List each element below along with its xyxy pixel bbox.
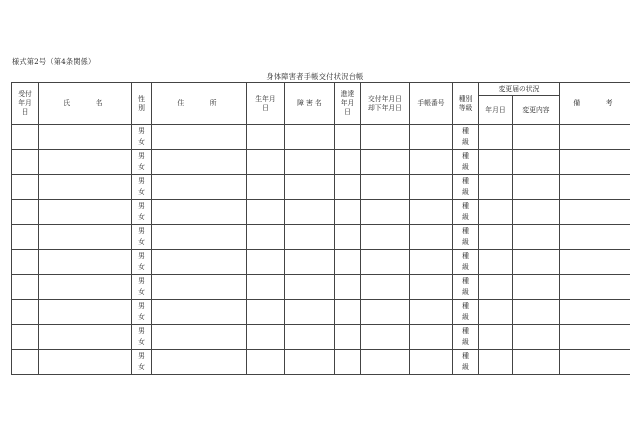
- sex-option-male: 男: [138, 152, 145, 160]
- address-cell[interactable]: [152, 225, 247, 250]
- sex-cell[interactable]: [132, 250, 152, 275]
- change-date-cell[interactable]: [479, 325, 513, 350]
- disability-name-cell[interactable]: [285, 350, 335, 375]
- type-label: 種: [462, 202, 469, 210]
- header-receipt-date: 受付 年月 日: [12, 83, 39, 125]
- change-content-cell[interactable]: [513, 125, 560, 150]
- name-cell[interactable]: [39, 300, 132, 325]
- change-date-cell[interactable]: [479, 275, 513, 300]
- sex-option-female: 女: [138, 238, 145, 246]
- issue-date-cell[interactable]: [361, 325, 410, 350]
- name-cell[interactable]: [39, 200, 132, 225]
- remarks-cell[interactable]: [560, 125, 630, 150]
- change-content-cell[interactable]: [513, 225, 560, 250]
- remarks-cell[interactable]: [560, 275, 630, 300]
- table-row: [12, 225, 630, 250]
- sex-cell[interactable]: [132, 300, 152, 325]
- type-label: 種: [462, 302, 469, 310]
- receipt-date-cell[interactable]: [12, 125, 39, 150]
- change-date-cell[interactable]: [479, 350, 513, 375]
- issue-date-cell[interactable]: [361, 275, 410, 300]
- change-content-cell[interactable]: [513, 175, 560, 200]
- address-cell[interactable]: [152, 150, 247, 175]
- grade-label: 級: [462, 163, 469, 171]
- name-cell[interactable]: [39, 250, 132, 275]
- grade-label: 級: [462, 288, 469, 296]
- sex-cell[interactable]: [132, 200, 152, 225]
- transmit-date-cell[interactable]: [335, 275, 361, 300]
- change-content-cell[interactable]: [513, 300, 560, 325]
- transmit-date-cell[interactable]: [335, 325, 361, 350]
- header-booklet-number: 手帳番号: [410, 83, 453, 125]
- birth-date-cell[interactable]: [247, 350, 285, 375]
- transmit-date-cell[interactable]: [335, 150, 361, 175]
- change-date-cell[interactable]: [479, 125, 513, 150]
- header-change-content: 変更内容: [513, 96, 560, 125]
- birth-date-cell[interactable]: [247, 150, 285, 175]
- address-cell[interactable]: [152, 125, 247, 150]
- address-cell[interactable]: [152, 175, 247, 200]
- birth-date-cell[interactable]: [247, 225, 285, 250]
- receipt-date-cell[interactable]: [12, 225, 39, 250]
- issue-date-cell[interactable]: [361, 250, 410, 275]
- disability-name-cell[interactable]: [285, 275, 335, 300]
- transmit-date-cell[interactable]: [335, 125, 361, 150]
- header-disability-name: 障 害 名: [285, 83, 335, 125]
- type-label: 種: [462, 277, 469, 285]
- receipt-date-cell[interactable]: [12, 275, 39, 300]
- sex-cell[interactable]: [132, 150, 152, 175]
- sex-option-female: 女: [138, 288, 145, 296]
- address-cell[interactable]: [152, 350, 247, 375]
- grade-label: 級: [462, 263, 469, 271]
- remarks-cell[interactable]: [560, 200, 630, 225]
- sex-cell[interactable]: [132, 350, 152, 375]
- receipt-date-cell[interactable]: [12, 200, 39, 225]
- type-grade-cell[interactable]: [453, 225, 479, 250]
- type-label: 種: [462, 352, 469, 360]
- name-cell[interactable]: [39, 225, 132, 250]
- change-content-cell[interactable]: [513, 200, 560, 225]
- disability-name-cell[interactable]: [285, 225, 335, 250]
- booklet-number-cell[interactable]: [410, 125, 453, 150]
- issue-date-cell[interactable]: [361, 150, 410, 175]
- address-cell[interactable]: [152, 300, 247, 325]
- transmit-date-cell[interactable]: [335, 300, 361, 325]
- sex-cell[interactable]: [132, 275, 152, 300]
- header-remarks: 備 考: [560, 83, 630, 125]
- grade-label: 級: [462, 238, 469, 246]
- issue-date-cell[interactable]: [361, 300, 410, 325]
- type-label: 種: [462, 227, 469, 235]
- sex-option-female: 女: [138, 338, 145, 346]
- sex-option-male: 男: [138, 277, 145, 285]
- type-grade-cell[interactable]: [453, 200, 479, 225]
- change-content-cell[interactable]: [513, 325, 560, 350]
- transmit-date-cell[interactable]: [335, 225, 361, 250]
- receipt-date-cell[interactable]: [12, 350, 39, 375]
- type-label: 種: [462, 327, 469, 335]
- address-cell[interactable]: [152, 250, 247, 275]
- grade-label: 級: [462, 138, 469, 146]
- header-sex: 性 別: [132, 83, 152, 125]
- remarks-cell[interactable]: [560, 225, 630, 250]
- grade-label: 級: [462, 188, 469, 196]
- birth-date-cell[interactable]: [247, 300, 285, 325]
- table-row: [12, 175, 630, 200]
- sex-option-female: 女: [138, 188, 145, 196]
- grade-label: 級: [462, 313, 469, 321]
- header-change-date: 年月日: [479, 96, 513, 125]
- receipt-date-cell[interactable]: [12, 300, 39, 325]
- name-cell[interactable]: [39, 175, 132, 200]
- issue-date-cell[interactable]: [361, 225, 410, 250]
- remarks-cell[interactable]: [560, 250, 630, 275]
- sex-cell[interactable]: [132, 225, 152, 250]
- type-grade-cell[interactable]: [453, 300, 479, 325]
- transmit-date-cell[interactable]: [335, 175, 361, 200]
- sex-cell[interactable]: [132, 175, 152, 200]
- name-cell[interactable]: [39, 350, 132, 375]
- change-content-cell[interactable]: [513, 250, 560, 275]
- disability-name-cell[interactable]: [285, 300, 335, 325]
- table-row: [12, 275, 630, 300]
- address-cell[interactable]: [152, 200, 247, 225]
- table-row: [12, 300, 630, 325]
- name-cell[interactable]: [39, 275, 132, 300]
- type-grade-cell[interactable]: [453, 325, 479, 350]
- booklet-number-cell[interactable]: [410, 350, 453, 375]
- booklet-number-cell[interactable]: [410, 175, 453, 200]
- transmit-date-cell[interactable]: [335, 350, 361, 375]
- birth-date-cell[interactable]: [247, 175, 285, 200]
- change-date-cell[interactable]: [479, 175, 513, 200]
- type-grade-cell[interactable]: [453, 125, 479, 150]
- sex-option-female: 女: [138, 138, 145, 146]
- disability-name-cell[interactable]: [285, 325, 335, 350]
- table-row: [12, 150, 630, 175]
- birth-date-cell[interactable]: [247, 325, 285, 350]
- receipt-date-cell[interactable]: [12, 250, 39, 275]
- sex-option-male: 男: [138, 302, 145, 310]
- sex-option-male: 男: [138, 127, 145, 135]
- ledger-table: [11, 82, 630, 375]
- receipt-date-cell[interactable]: [12, 150, 39, 175]
- change-date-cell[interactable]: [479, 150, 513, 175]
- disability-name-cell[interactable]: [285, 125, 335, 150]
- change-date-cell[interactable]: [479, 250, 513, 275]
- booklet-number-cell[interactable]: [410, 300, 453, 325]
- birth-date-cell[interactable]: [247, 275, 285, 300]
- booklet-number-cell[interactable]: [410, 200, 453, 225]
- sex-option-female: 女: [138, 313, 145, 321]
- type-grade-cell[interactable]: [453, 175, 479, 200]
- table-row: [12, 250, 630, 275]
- birth-date-cell[interactable]: [247, 250, 285, 275]
- type-grade-cell[interactable]: [453, 150, 479, 175]
- name-cell[interactable]: [39, 125, 132, 150]
- sex-option-female: 女: [138, 363, 145, 371]
- sex-option-male: 男: [138, 227, 145, 235]
- disability-name-cell[interactable]: [285, 250, 335, 275]
- type-grade-cell[interactable]: [453, 350, 479, 375]
- remarks-cell[interactable]: [560, 350, 630, 375]
- sex-option-female: 女: [138, 163, 145, 171]
- name-cell[interactable]: [39, 150, 132, 175]
- sex-option-female: 女: [138, 263, 145, 271]
- header-name: 氏 名: [39, 83, 132, 125]
- header-change-notice: 変更届の状況: [479, 83, 560, 96]
- ledger-title: 身体障害者手帳交付状況台帳: [266, 72, 364, 81]
- header-issue-date: 交付年月日 却下年月日: [361, 83, 410, 125]
- sex-option-male: 男: [138, 177, 145, 185]
- issue-date-cell[interactable]: [361, 125, 410, 150]
- booklet-number-cell[interactable]: [410, 325, 453, 350]
- transmit-date-cell[interactable]: [335, 200, 361, 225]
- remarks-cell[interactable]: [560, 300, 630, 325]
- sex-option-male: 男: [138, 327, 145, 335]
- booklet-number-cell[interactable]: [410, 150, 453, 175]
- table-row: [12, 350, 630, 375]
- change-date-cell[interactable]: [479, 300, 513, 325]
- issue-date-cell[interactable]: [361, 350, 410, 375]
- birth-date-cell[interactable]: [247, 200, 285, 225]
- type-grade-cell[interactable]: [453, 275, 479, 300]
- disability-name-cell[interactable]: [285, 175, 335, 200]
- type-label: 種: [462, 127, 469, 135]
- remarks-cell[interactable]: [560, 150, 630, 175]
- type-grade-cell[interactable]: [453, 250, 479, 275]
- form-number-label: 様式第2号（第4条関係）: [12, 57, 96, 66]
- issue-date-cell[interactable]: [361, 175, 410, 200]
- type-label: 種: [462, 152, 469, 160]
- address-cell[interactable]: [152, 325, 247, 350]
- header-transmit-date: 進達 年月 日: [335, 83, 361, 125]
- address-cell[interactable]: [152, 275, 247, 300]
- issue-date-cell[interactable]: [361, 200, 410, 225]
- table-row: [12, 200, 630, 225]
- header-address: 住 所: [152, 83, 247, 125]
- booklet-number-cell[interactable]: [410, 275, 453, 300]
- birth-date-cell[interactable]: [247, 125, 285, 150]
- header-type-grade: 種別 等級: [453, 83, 479, 125]
- table-row: [12, 125, 630, 150]
- sex-option-male: 男: [138, 352, 145, 360]
- name-cell[interactable]: [39, 325, 132, 350]
- sex-cell[interactable]: [132, 125, 152, 150]
- sex-option-male: 男: [138, 252, 145, 260]
- table-row: [12, 325, 630, 350]
- type-label: 種: [462, 252, 469, 260]
- change-date-cell[interactable]: [479, 200, 513, 225]
- booklet-number-cell[interactable]: [410, 250, 453, 275]
- header-birth-date: 生年月 日: [247, 83, 285, 125]
- remarks-cell[interactable]: [560, 325, 630, 350]
- change-date-cell[interactable]: [479, 225, 513, 250]
- grade-label: 級: [462, 338, 469, 346]
- sex-cell[interactable]: [132, 325, 152, 350]
- disability-name-cell[interactable]: [285, 150, 335, 175]
- change-content-cell[interactable]: [513, 275, 560, 300]
- grade-label: 級: [462, 213, 469, 221]
- transmit-date-cell[interactable]: [335, 250, 361, 275]
- sex-option-female: 女: [138, 213, 145, 221]
- receipt-date-cell[interactable]: [12, 325, 39, 350]
- change-content-cell[interactable]: [513, 350, 560, 375]
- type-label: 種: [462, 177, 469, 185]
- grade-label: 級: [462, 363, 469, 371]
- remarks-cell[interactable]: [560, 175, 630, 200]
- change-content-cell[interactable]: [513, 150, 560, 175]
- disability-name-cell[interactable]: [285, 200, 335, 225]
- receipt-date-cell[interactable]: [12, 175, 39, 200]
- booklet-number-cell[interactable]: [410, 225, 453, 250]
- sex-option-male: 男: [138, 202, 145, 210]
